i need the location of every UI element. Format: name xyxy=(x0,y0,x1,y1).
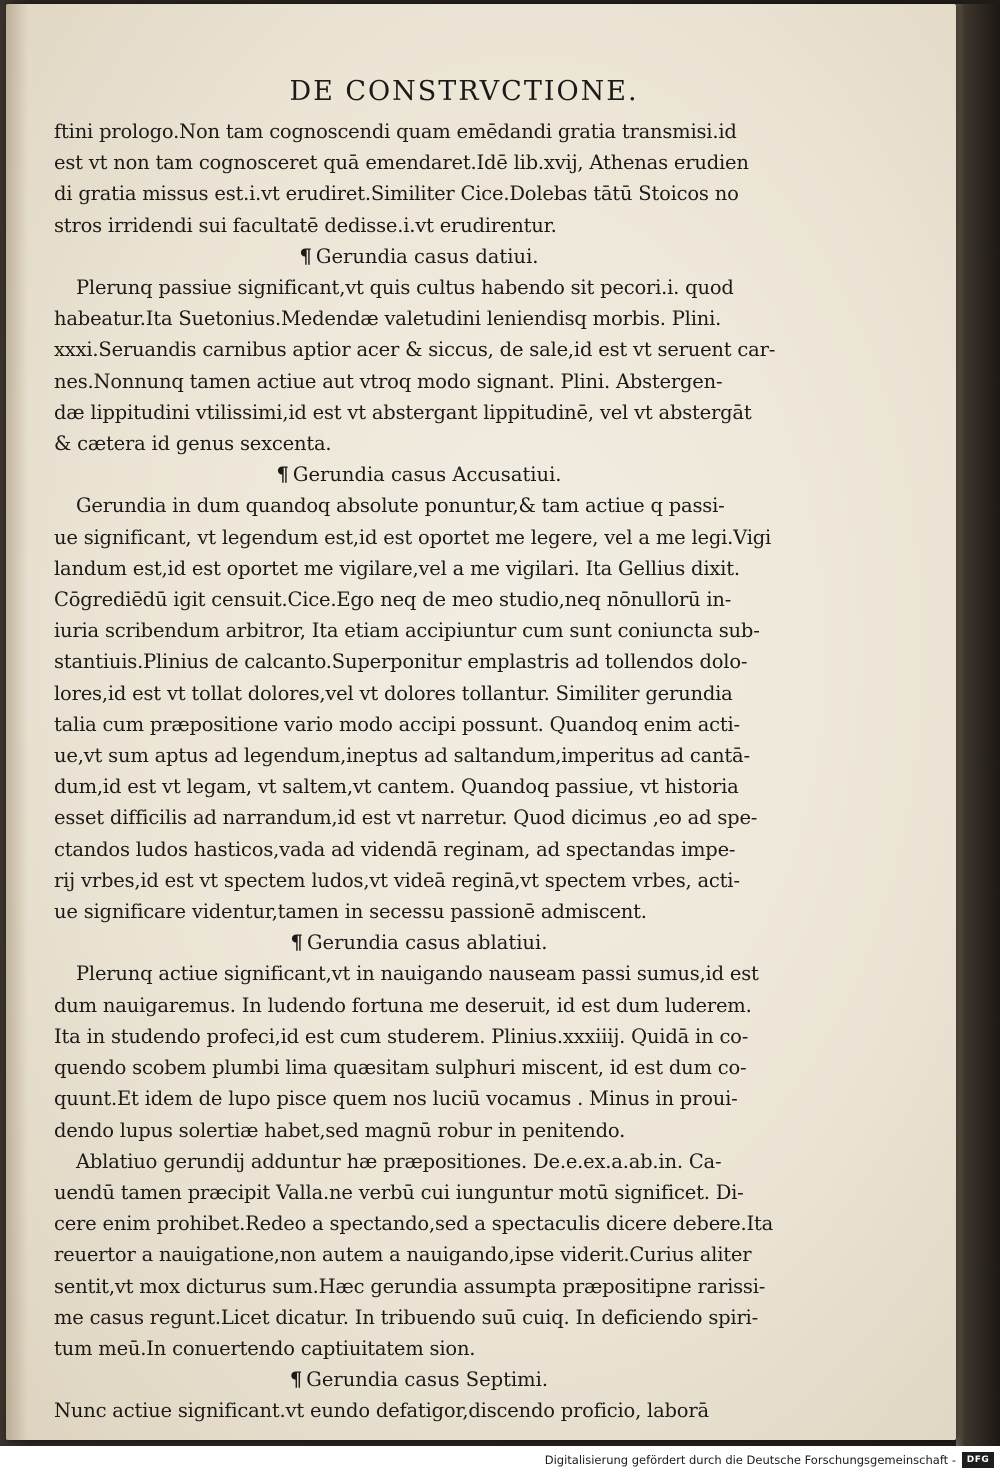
text-line: Plerunq passiue significant,vt quis cultus habendo sit pecori.i. quod xyxy=(76,276,734,300)
paragraph-septimus xyxy=(54,1395,784,1426)
text-line: xxxi.Seruandis carnibus aptior acer & siccus, de sale,id est vt seruent car- xyxy=(54,338,776,362)
text-line: Plerunq actiue significant,vt in nauigando nauseam passi sumus,id est xyxy=(76,962,759,986)
text-line: lores,id est vt tollat dolores,vel vt dolores tollantur. Similiter gerundia xyxy=(54,681,733,705)
text-line: Cōgrediēdū igit censuit.Cice.Ego neq de meo studio,neq nōnullorū in- xyxy=(54,588,732,612)
text-line: ue significare videntur,tamen in secessu passionē admiscent. xyxy=(54,900,647,924)
text-line: sentit,vt mox dicturus sum.Hæc gerundia assumpta præpositipne rarissi- xyxy=(54,1274,766,1298)
text-line: cere enim prohibet.Redeo a spectando,sed a spectaculis dicere debere.Ita xyxy=(54,1212,774,1236)
text-line: iuria scribendum arbitror, Ita etiam accipiuntur cum sunt coniuncta sub- xyxy=(54,619,760,643)
text-line: uendū tamen præcipit Valla.ne verbū cui iunguntur motū significet. Di- xyxy=(54,1180,744,1204)
text-line: Ita in studendo profeci,id est cum studerem. Plinius.xxxiiij. Quidā in co- xyxy=(54,1024,749,1048)
text-line: Gerundia in dum quandoq absolute ponuntur,& tam actiue q passi- xyxy=(76,494,725,518)
text-line: dum,id est vt legam, vt saltem,vt cantem. Quandoq passiue, vt historia xyxy=(54,775,739,799)
text-line: nes.Nonnunq tamen actiue aut vtroq modo signant. Plini. Abstergen- xyxy=(54,369,723,393)
pilcrow-mark: ¶ xyxy=(290,931,303,955)
text-line: esset difficilis ad narrandum,id est vt narretur. Quod dicimus ,eo ad spe- xyxy=(54,806,758,830)
text-line: ctandos ludos hasticos,vada ad videndā reginam, ad spectandas impe- xyxy=(54,837,736,861)
section-heading-septimus xyxy=(54,1364,784,1395)
section-heading-accusative xyxy=(54,459,784,490)
section-heading-text: Gerundia casus ablatiui. xyxy=(306,931,548,955)
text-line: quunt.Et idem de lupo pisce quem nos luciū vocamus . Minus in proui- xyxy=(54,1087,738,1111)
text-line: dum nauigaremus. In ludendo fortuna me deseruit, id est dum luderem. xyxy=(54,993,752,1017)
text-line: landum est,id est oportet me vigilare,vel a me vigilari. Ita Gellius dixit. xyxy=(54,556,740,580)
section-heading-text: Gerundia casus Accusatiui. xyxy=(292,463,562,487)
text-line: ue significant, vt legendum est,id est oportet me legere, vel a me legi.Vigi xyxy=(54,525,772,549)
paragraph-accusative xyxy=(54,490,784,927)
text-line: tum meū.In conuertendo captiuitatem sion. xyxy=(54,1336,476,1360)
text-line: dendo lupus solertiæ habet,sed magnū robur in penitendo. xyxy=(54,1118,626,1142)
text-line: stantiuis.Plinius de calcanto.Superponitur emplastris ad tollendos dolo- xyxy=(54,650,748,674)
text-line: Nunc actiue significant.vt eundo defatigor,discendo proficio, laborā xyxy=(54,1399,709,1423)
book-edge xyxy=(956,4,1000,1446)
text-line: habeatur.Ita Suetonius.Medendæ valetudini leniendisq morbis. Plini. xyxy=(54,307,722,331)
text-line: rij vrbes,id est vt spectem ludos,vt videā reginā,vt spectem vrbes, acti- xyxy=(54,868,740,892)
text-line: ftini prologo.Non tam cognoscendi quam emēdandi gratia transmisi.id xyxy=(54,120,737,143)
text-line: talia cum præpositione vario modo accipi possunt. Quandoq enim acti- xyxy=(54,712,740,736)
pilcrow-mark: ¶ xyxy=(299,244,312,268)
paragraph-dative xyxy=(54,272,784,459)
text-line: dæ lippitudini vtilissimi,id est vt abstergant lippitudinē, vel vt abstergāt xyxy=(54,400,752,424)
text-line: stros irridendi sui facultatē dedisse.i.vt erudirentur. xyxy=(54,213,557,237)
text-line: me casus regunt.Licet dicatur. In tribuendo suū cuiq. In deficiendo spiri- xyxy=(54,1305,758,1329)
section-heading-ablative xyxy=(54,927,784,958)
text-line: est vt non tam cognosceret quā emendaret.Idē lib.xvij, Athenas erudien xyxy=(54,151,749,175)
pilcrow-mark: ¶ xyxy=(289,1368,303,1392)
section-heading-text: Gerundia casus datiui. xyxy=(315,244,539,268)
section-heading-dative xyxy=(54,241,784,272)
running-head: DE CONSTRVCTIONE. xyxy=(289,76,639,107)
footer-bar xyxy=(0,1446,1000,1474)
paragraph-intro xyxy=(54,116,784,241)
funding-credit: Digitalisierung gefördert durch die Deutsche Forschungsgemeinschaft - xyxy=(544,1453,956,1467)
book-page xyxy=(6,4,956,1440)
text-line: di gratia missus est.i.vt erudiret.Similiter Cice.Dolebas tātū Stoicos no xyxy=(54,182,739,206)
text-line: & cætera id genus sexcenta. xyxy=(54,432,332,456)
text-line: quendo scobem plumbi lima quæsitam sulphuri miscent, id est dum co- xyxy=(54,1056,747,1080)
section-heading-text: Gerundia casus Septimi. xyxy=(306,1368,549,1392)
page-text xyxy=(54,74,784,1427)
text-line: ue,vt sum aptus ad legendum,ineptus ad saltandum,imperitus ad cantā- xyxy=(54,744,750,768)
paragraph-ablative xyxy=(54,958,784,1364)
text-line: reuertor a nauigatione,non autem a nauigando,ipse viderit.Curius aliter xyxy=(54,1243,752,1267)
pilcrow-mark: ¶ xyxy=(276,463,289,487)
dfg-logo: DFG xyxy=(962,1452,994,1468)
text-line: Ablatiuo gerundij adduntur hæ præpositiones. De.e.ex.a.ab.in. Ca- xyxy=(76,1149,722,1173)
